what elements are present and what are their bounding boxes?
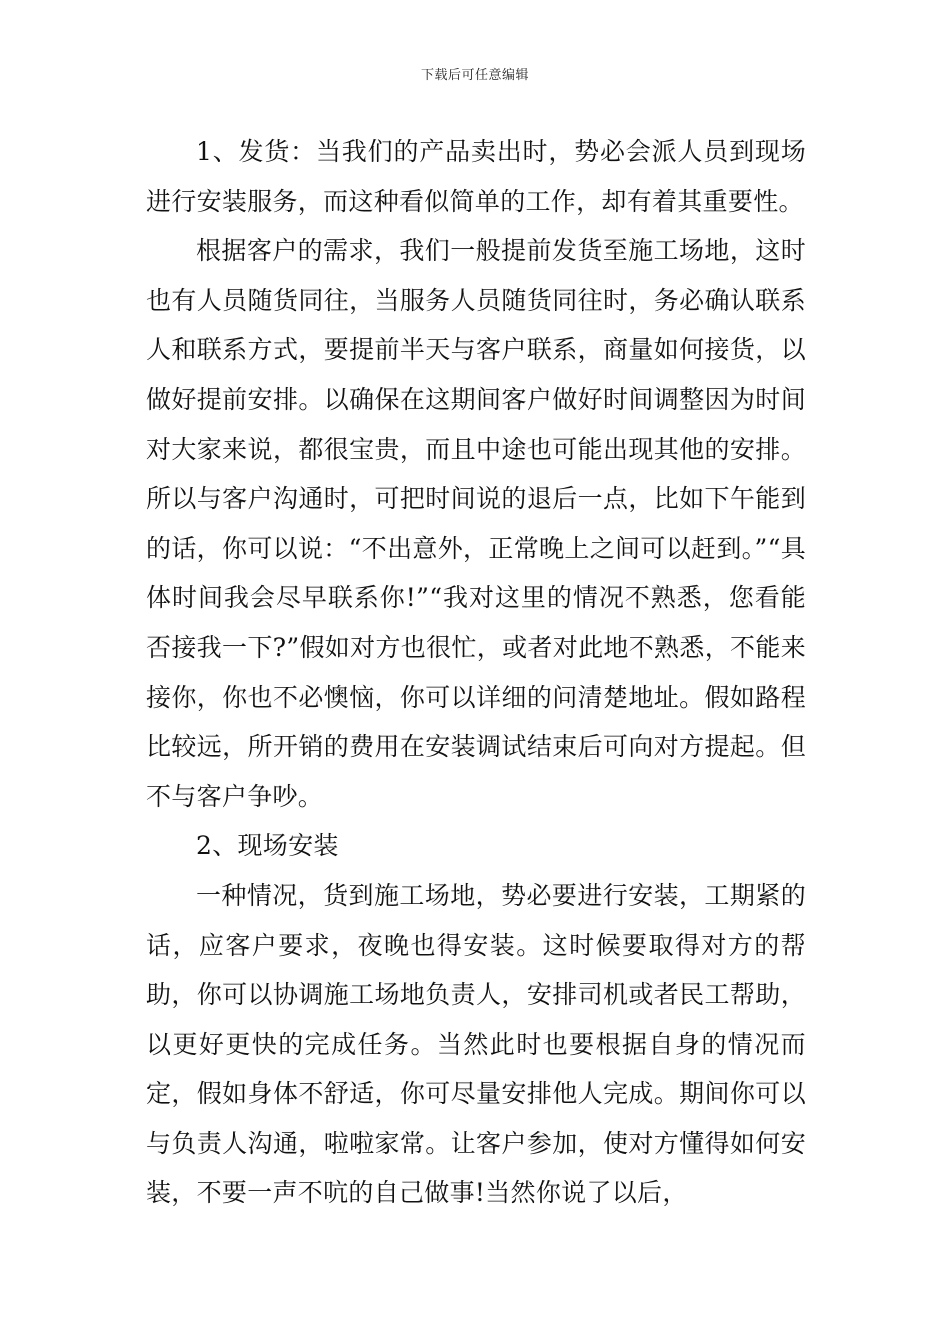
paragraph-shipping: 1、发货：当我们的产品卖出时，势必会派人员到现场进行安装服务，而这种看似简单的工作，却有着其重要性。 bbox=[146, 137, 806, 216]
page-header: 下载后可任意编辑 bbox=[420, 68, 529, 83]
section-heading-installation: 2、现场安装 bbox=[196, 831, 339, 861]
paragraph-installation: 一种情况，货到施工场地，势必要进行安装，工期紧的话，应客户要求，夜晚也得安装。这时候要取得对方的帮助，你可以协调施工场地负责人，安排司机或者民工帮助，以更好更快的完成任务。当然此时也要根据自身的情况而定，假如身体不舒适，你可尽量安排他人完成。期间你可以与负责人沟通，啦啦家常。让客户参加，使对方懂得如何安装，不要一声不吭的自己做事!当然你说了以后， bbox=[146, 880, 806, 1208]
paragraph-customer-needs: 根据客户的需求，我们一般提前发货至施工场地，这时也有人员随货同往，当服务人员随货同往时，务必确认联系人和联系方式，要提前半天与客户联系，商量如何接货，以做好提前安排。以确保在这期间客户做好时间调整因为时间对大家来说，都很宝贵，而且中途也可能出现其他的安排。所以与客户沟通时，可把时间说的退后一点，比如下午能到的话，你可以说：“不出意外，正常晚上之间可以赶到。”“具体时间我会尽早联系你!”“我对这里的情况不熟悉，您看能否接我一下?”假如对方也很忙，或者对此地不熟悉，不能来接你，你也不必懊恼，你可以详细的问清楚地址。假如路程比较远，所开销的费用在安装调试结束后可向对方提起。但不与客户争吵。 bbox=[146, 236, 806, 811]
document-body bbox=[146, 127, 806, 1218]
